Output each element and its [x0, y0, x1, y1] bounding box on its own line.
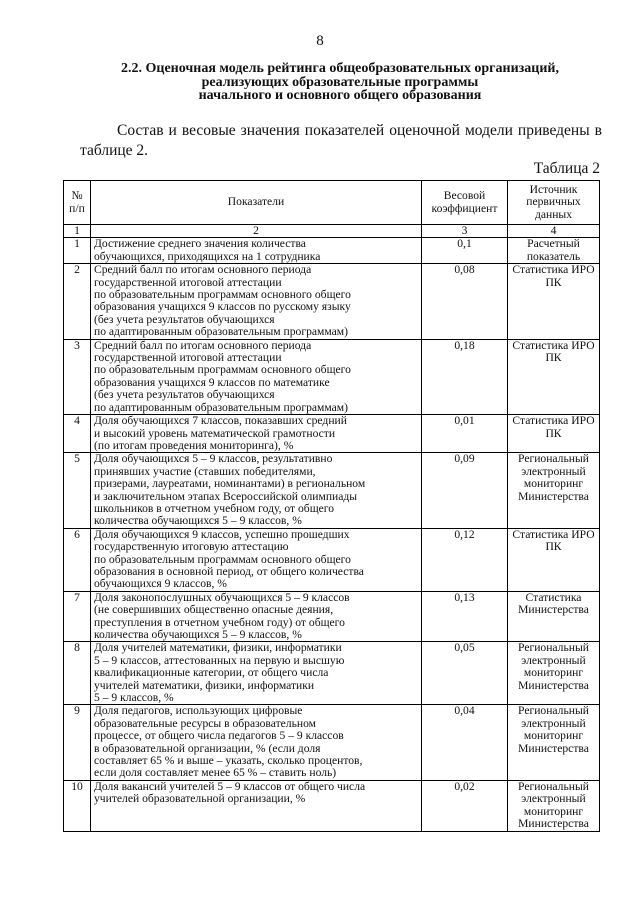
row-number: 5 [64, 453, 91, 528]
row-source: Статистика ИРО ПК [508, 339, 600, 414]
page-number: 8 [316, 33, 324, 49]
col-number: 4 [508, 225, 600, 238]
col-number: 1 [64, 225, 91, 238]
row-number: 3 [64, 339, 91, 414]
table-row [64, 591, 600, 642]
row-indicator: Доля педагогов, использующих цифровые образовательные ресурсы в образовательном процессе, от общего числа педагогов 5 – 9 классов в образовательной организации, % (если доля составляет 65 % и выше – указать, сколько процентов, если доля составляет менее 65 % – ставить ноль) [91, 705, 422, 780]
table-row [64, 238, 600, 264]
row-indicator: Доля законопослушных обучающихся 5 – 9 классов (не совершивших общественно опасные деяния, преступления в отчетном учебном году) от общего количества обучающихся 5 – 9 классов, % [91, 591, 422, 642]
row-number: 4 [64, 415, 91, 453]
row-weight: 0,04 [422, 705, 508, 780]
table-row [64, 264, 600, 339]
row-number: 10 [64, 780, 91, 831]
table-caption: Таблица 2 [533, 160, 600, 177]
heading-line-1: 2.2. Оценочная модель рейтинга общеобразовательных организаций, [120, 61, 559, 76]
row-weight: 0,12 [422, 528, 508, 591]
row-indicator: Достижение среднего значения количества обучающихся, приходящихся на 1 сотрудника [91, 238, 422, 264]
row-weight: 0,1 [422, 238, 508, 264]
row-source: Статистика Министерства [508, 591, 600, 642]
row-indicator: Доля вакансий учителей 5 – 9 классов от общего числа учителей образовательной организации, % [91, 780, 422, 831]
row-source: Региональный электронный мониторинг Министерства [508, 642, 600, 705]
row-source: Расчетный показатель [508, 238, 600, 264]
row-indicator: Доля обучающихся 9 классов, успешно прошедших государственную итоговую аттестацию по образовательным программам основного общего образования в основной период, от общего количества обучающихся 9 классов, % [91, 528, 422, 591]
row-indicator: Средний балл по итогам основного периода государственной итоговой аттестации по образовательным программам основного общего образования учащихся 9 классов по математике (без учета результатов обучающихся по адаптированным образовательным программам) [91, 339, 422, 414]
column-number-row [64, 225, 600, 238]
header-num: № п/п [64, 181, 91, 225]
header-source: Источник первичных данных [508, 181, 600, 225]
row-weight: 0,01 [422, 415, 508, 453]
row-weight: 0,09 [422, 453, 508, 528]
intro-paragraph: Состав и весовые значения показателей оценочной модели приведены в таблице 2. [80, 122, 602, 159]
col-number: 2 [91, 225, 422, 238]
table-body [64, 238, 600, 831]
row-weight: 0,13 [422, 591, 508, 642]
table-header-row [64, 181, 600, 225]
table-row [64, 642, 600, 705]
row-weight: 0,02 [422, 780, 508, 831]
header-indicator: Показатели [91, 181, 422, 225]
row-number: 8 [64, 642, 91, 705]
row-source: Региональный электронный мониторинг Министерства [508, 453, 600, 528]
row-source: Статистика ИРО ПК [508, 264, 600, 339]
row-weight: 0,05 [422, 642, 508, 705]
table-row [64, 705, 600, 780]
row-source: Статистика ИРО ПК [508, 415, 600, 453]
row-number: 7 [64, 591, 91, 642]
row-indicator: Доля обучающихся 7 классов, показавших средний и высокий уровень математической грамотности (по итогам проведения мониторинга), % [91, 415, 422, 453]
row-source: Статистика ИРО ПК [508, 528, 600, 591]
table-row [64, 339, 600, 414]
row-number: 9 [64, 705, 91, 780]
indicators-table [63, 180, 600, 832]
row-indicator: Средний балл по итогам основного периода государственной итоговой аттестации по образовательным программам основного общего образования учащихся 9 классов по русскому языку (без учета результатов обучающихся по адаптированным образовательным программам) [91, 264, 422, 339]
section-heading [90, 62, 590, 103]
table-row [64, 528, 600, 591]
row-number: 6 [64, 528, 91, 591]
table-row [64, 453, 600, 528]
table-row [64, 415, 600, 453]
row-number: 1 [64, 238, 91, 264]
table-row [64, 780, 600, 831]
heading-line-3: начального и основного общего образования [198, 88, 482, 103]
row-source: Региональный электронный мониторинг Министерства [508, 780, 600, 831]
row-weight: 0,08 [422, 264, 508, 339]
row-source: Региональный электронный мониторинг Министерства [508, 705, 600, 780]
header-weight: Весовой коэффициент [422, 181, 508, 225]
row-weight: 0,18 [422, 339, 508, 414]
row-number: 2 [64, 264, 91, 339]
row-indicator: Доля обучающихся 5 – 9 классов, результативно принявших участие (ставших победителями, призерами, лауреатами, номинантами) в региональном и заключительном этапах Всероссийской олимпиады школьников в отчетном учебном году, от общего количества обучающихся 5 – 9 классов, % [91, 453, 422, 528]
col-number: 3 [422, 225, 508, 238]
heading-line-2: реализующих образовательные программы [201, 74, 479, 90]
row-indicator: Доля учителей математики, физики, информатики 5 – 9 классов, аттестованных на первую и высшую квалификационные категории, от общего числа учителей математики, физики, информатики 5 – 9 классов, % [91, 642, 422, 705]
